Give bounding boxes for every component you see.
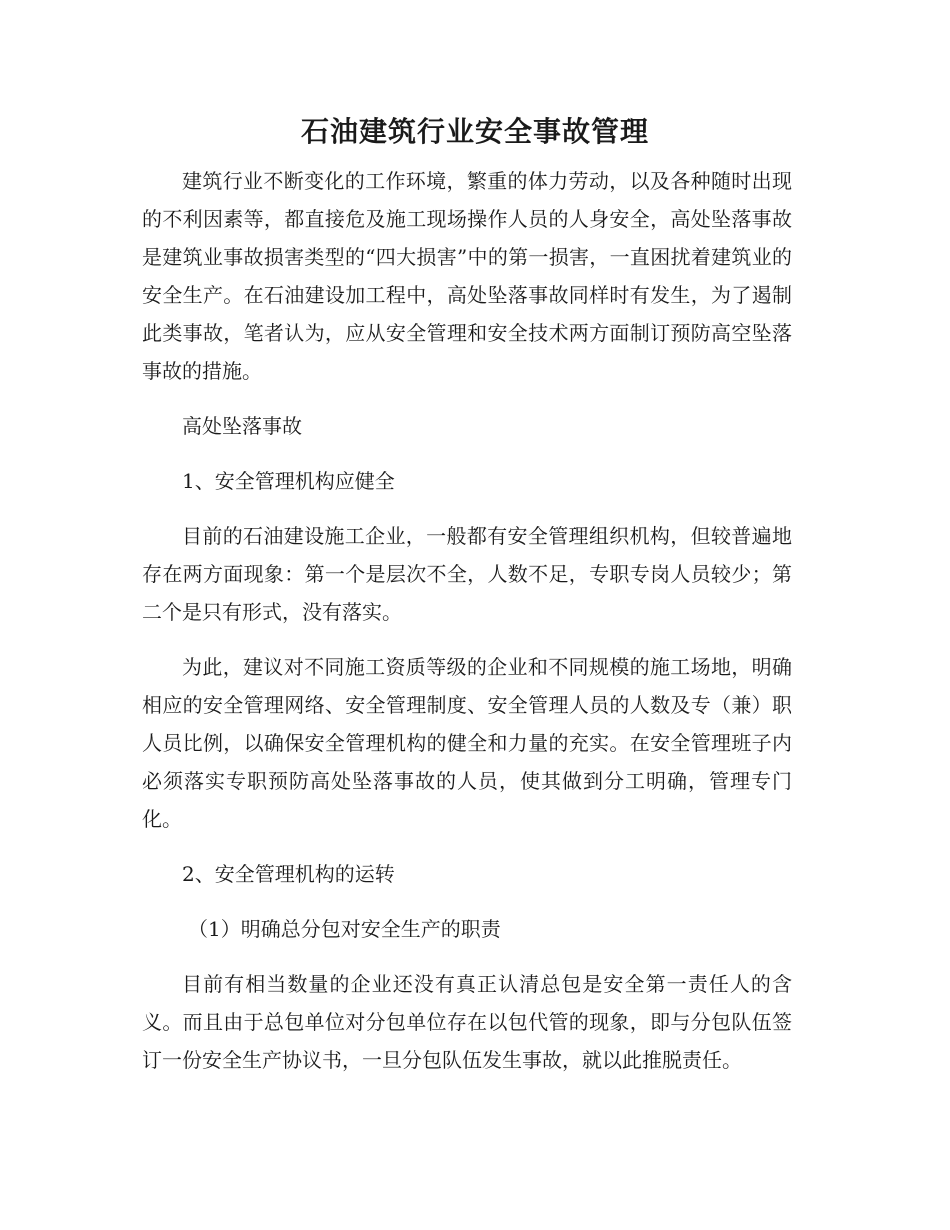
section-heading-management-operation: 2、安全管理机构的运转	[182, 862, 395, 886]
paragraph-recommendation: 为此，建议对不同施工资质等级的企业和不同规模的施工场地，明确相应的安全管理网络、安全管理制度、安全管理人员的人数及专（兼）职人员比例，以确保安全管理机构的健全和力量的充实。在安全管理班子内必须落实专职预防高处坠落事故的人员，使其做到分工明确，管理专门化。	[142, 655, 792, 831]
section-heading-management-organization: 1、安全管理机构应健全	[182, 469, 395, 493]
paragraph-current-situation: 目前的石油建设施工企业，一般都有安全管理组织机构，但较普遍地存在两方面现象：第一个是层次不全，人数不足，专职专岗人员较少；第二个是只有形式，没有落实。	[142, 524, 792, 624]
document-body	[142, 162, 792, 1096]
subsection-heading-responsibilities: （1）明确总分包对安全生产的职责	[188, 917, 501, 941]
section-heading-fall-accident: 高处坠落事故	[182, 414, 302, 438]
paragraph-contractor-responsibility: 目前有相当数量的企业还没有真正认清总包是安全第一责任人的含义。而且由于总包单位对分包单位存在以包代管的现象，即与分包队伍签订一份安全生产协议书，一旦分包队伍发生事故，就以此推脱责任。	[142, 972, 792, 1072]
paragraph-intro: 建筑行业不断变化的工作环境，繁重的体力劳动，以及各种随时出现的不利因素等，都直接危及施工现场操作人员的人身安全，高处坠落事故是建筑业事故损害类型的“四大损害”中的第一损害，一直困扰着建筑业的安全生产。在石油建设加工程中，高处坠落事故同样时有发生，为了遏制此类事故，笔者认为，应从安全管理和安全技术两方面制订预防高空坠落事故的措施。	[142, 169, 792, 383]
document-title: 石油建筑行业安全事故管理	[300, 115, 649, 148]
